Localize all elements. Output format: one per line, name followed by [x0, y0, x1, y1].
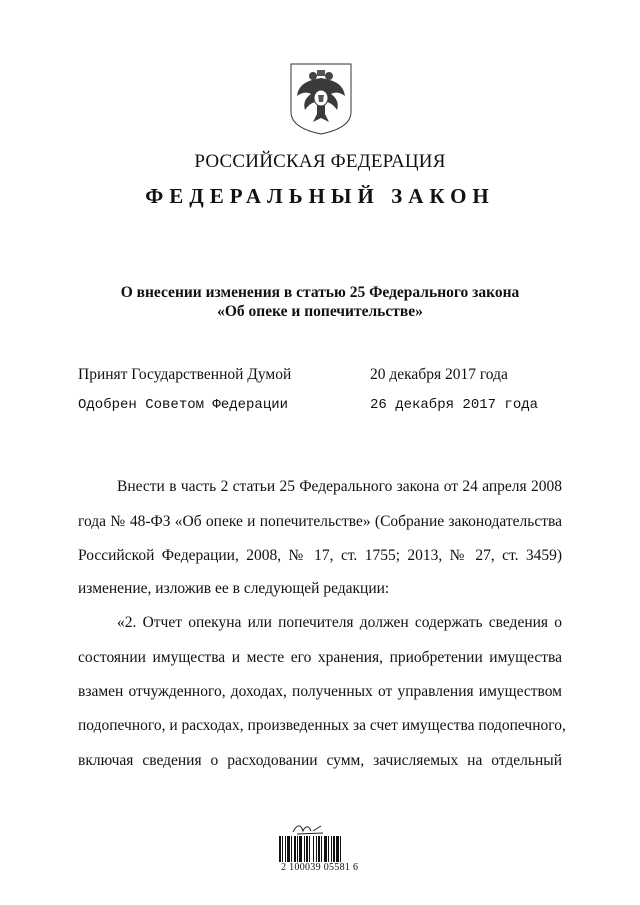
- body-line-8: подопечного, и расходах, произведенных за счет имущества подопечного,: [78, 717, 566, 734]
- barcode-bar: [336, 836, 339, 862]
- country-name: РОССИЙСКАЯ ФЕДЕРАЦИЯ: [194, 151, 446, 172]
- barcode-bar: [297, 836, 298, 862]
- initials-mark: [291, 822, 327, 836]
- barcode-bar: [324, 836, 327, 862]
- body-line-3: Российской Федерации, 2008, № 17, ст. 1755; 2013, № 27, ст. 3459): [78, 547, 562, 564]
- duma-adoption-date: 20 декабря 2017 года: [370, 366, 508, 383]
- barcode-bar: [287, 836, 290, 862]
- body-line-4: изменение, изложив ее в следующей редакции:: [78, 580, 390, 597]
- law-subject-line-2: «Об опеке и попечительстве»: [217, 303, 423, 320]
- council-approval-label: Одобрен Советом Федерации: [78, 397, 289, 413]
- barcode-bar: [333, 836, 335, 862]
- barcode-bar: [309, 836, 310, 862]
- body-line-5: «2. Отчет опекуна или попечителя должен содержать сведения о: [117, 614, 562, 631]
- body-line-9: включая сведения о расходовании сумм, зачисляемых на отдельный: [78, 752, 562, 769]
- law-subject-line-1: О внесении изменения в статью 25 Федерального закона: [120, 284, 520, 301]
- barcode-bar: [279, 836, 281, 862]
- body-line-1: Внести в часть 2 статьи 25 Федерального закона от 24 апреля 2008: [117, 478, 562, 495]
- barcode-bar: [318, 836, 320, 862]
- law-subject: [0, 283, 640, 321]
- barcode-bar: [306, 836, 308, 862]
- barcode-bar: [285, 836, 286, 862]
- barcode-bar: [331, 836, 332, 862]
- barcode-bar: [328, 836, 329, 862]
- council-approval-date: 26 декабря 2017 года: [370, 397, 539, 413]
- body-line-7: взамен отчужденного, доходах, полученных от управления имуществом: [78, 683, 562, 700]
- barcode-bar: [291, 836, 292, 862]
- body-line-2: года № 48-ФЗ «Об опеке и попечительстве» (Собрание законодательства: [78, 513, 562, 530]
- barcode-number: 2 100039 05581 6: [281, 862, 359, 873]
- barcode-bar: [340, 836, 341, 862]
- body-line-6: состоянии имущества и месте его хранения, приобретении имущества: [78, 649, 562, 666]
- barcode-bar: [282, 836, 283, 862]
- duma-adoption-label: Принят Государственной Думой: [78, 366, 292, 383]
- barcode-bar: [313, 836, 314, 862]
- barcode-bar: [316, 836, 317, 862]
- barcode-bar: [299, 836, 302, 862]
- barcode-bar: [321, 836, 322, 862]
- barcode-bar: [304, 836, 305, 862]
- document-type-title: ФЕДЕРАЛЬНЫЙ ЗАКОН: [145, 184, 495, 208]
- barcode-bar: [294, 836, 296, 862]
- barcode: [278, 836, 358, 862]
- coat-of-arms-icon: [289, 62, 353, 136]
